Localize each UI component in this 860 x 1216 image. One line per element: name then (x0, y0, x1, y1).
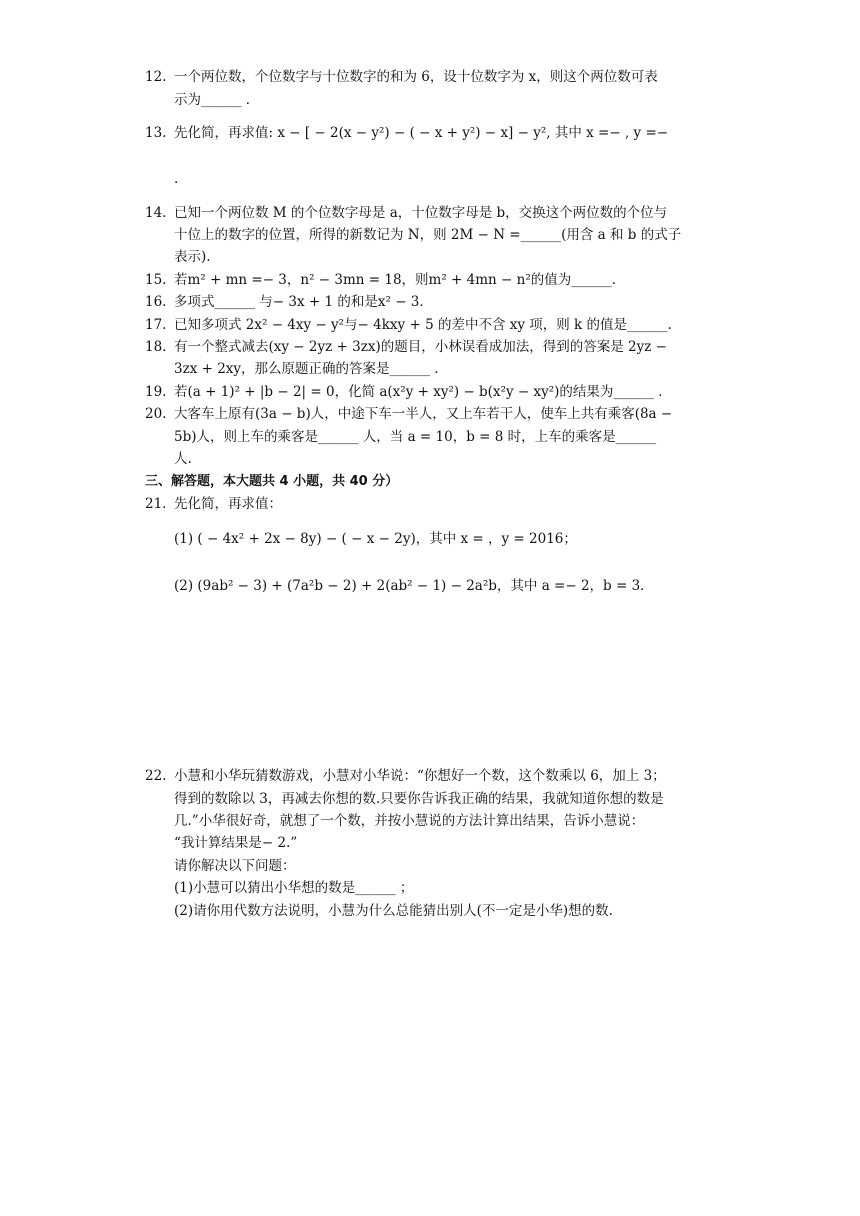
q22-part1: (1)小慧可以猜出小华想的数是______ ； (174, 880, 414, 896)
q21-intro: 先化简，再求值： (174, 496, 282, 512)
q15-text: 若m² + mn =− 3，n² − 3mn = 18，则m² + 4mn − n²的值为______. (174, 272, 617, 288)
q20-number: 20. (145, 406, 167, 422)
q22-text-line5: 请你解决以下问题： (174, 858, 296, 874)
q22-text-line1: 小慧和小华玩猜数游戏，小慧对小华说：“你想好一个数，这个数乘以 6，加上 3； (174, 768, 666, 784)
q13-number: 13. (145, 125, 167, 141)
q14-text-line3: 表示). (174, 249, 211, 265)
q14-text-line1: 已知一个两位数 M 的个位数字母是 a，十位数字母是 b，交换这个两位数的个位与 (174, 205, 668, 221)
q21-part2: (2) (9ab² − 3) + (7a²b − 2) + 2(ab² − 1) − 2a²b，其中 a =− 2，b = 3． (174, 578, 654, 594)
q12-text-line2: 示为______ ． (174, 92, 260, 108)
q12-text-line1: 一个两位数，个位数字与十位数字的和为 6，设十位数字为 x，则这个两位数可表 (174, 69, 658, 85)
q16-text: 多项式______ 与− 3x + 1 的和是x² − 3． (174, 294, 433, 310)
q13-text-line1: 先化简，再求值: x − [ − 2(x − y²) − ( − x + y²) − x] − y², 其中 x =− , y =− (174, 125, 669, 141)
q15-number: 15. (145, 272, 167, 288)
q12-number: 12. (145, 69, 167, 85)
q18-text-line1: 有一个整式减去(xy − 2yz + 3zx)的题目，小林误看成加法，得到的答案是 2yz − (174, 339, 667, 355)
q20-text-line1: 大客车上原有(3a − b)人，中途下车一半人，又上车若干人，使车上共有乘客(8a − (174, 406, 673, 422)
q22-text-line2: 得到的数除以 3，再减去你想的数.只要你告诉我正确的结果，我就知道你想的数是 (174, 791, 664, 807)
q17-text: 已知多项式 2x² − 4xy − y²与− 4kxy + 5 的差中不含 xy 项，则 k 的值是______. (174, 317, 672, 333)
q14-number: 14. (145, 205, 167, 221)
q16-number: 16. (145, 294, 167, 310)
q14-text-line2: 十位上的数字的位置，所得的新数记为 N，则 2M − N =______(用含 a 和 b 的式子 (174, 227, 682, 243)
q17-number: 17. (145, 317, 167, 333)
q21-part1: (1) ( − 4x² + 2x − 8y) − ( − x − 2y)，其中 x = ，y = 2016； (174, 531, 577, 547)
q13-text-line2: . (174, 171, 179, 187)
q19-text: 若(a + 1)² + |b − 2| = 0，化简 a(x²y + xy²) − b(x²y − xy²)的结果为______ ． (174, 384, 672, 400)
q19-number: 19. (145, 384, 167, 400)
q20-text-line3: 人. (174, 451, 192, 467)
q22-text-line4: “我计算结果是− 2.” (174, 835, 298, 851)
section-3-heading: 三、解答题，本大题共 4 小题，共 40 分） (145, 474, 399, 489)
q18-text-line2: 3zx + 2xy，那么原题正确的答案是______ ． (174, 361, 448, 377)
q18-number: 18. (145, 339, 167, 355)
q22-number: 22. (145, 768, 167, 784)
q20-text-line2: 5b)人，则上车的乘客是______ 人，当 a = 10，b = 8 时，上车的乘客是______ (174, 429, 657, 445)
q22-text-line3: 几.”小华很好奇，就想了一个数，并按小慧说的方法计算出结果，告诉小慧说： (174, 813, 645, 829)
q22-part2: (2)请你用代数方法说明，小慧为什么总能猜出别人(不一定是小华)想的数. (174, 903, 613, 919)
q21-number: 21. (145, 496, 167, 512)
